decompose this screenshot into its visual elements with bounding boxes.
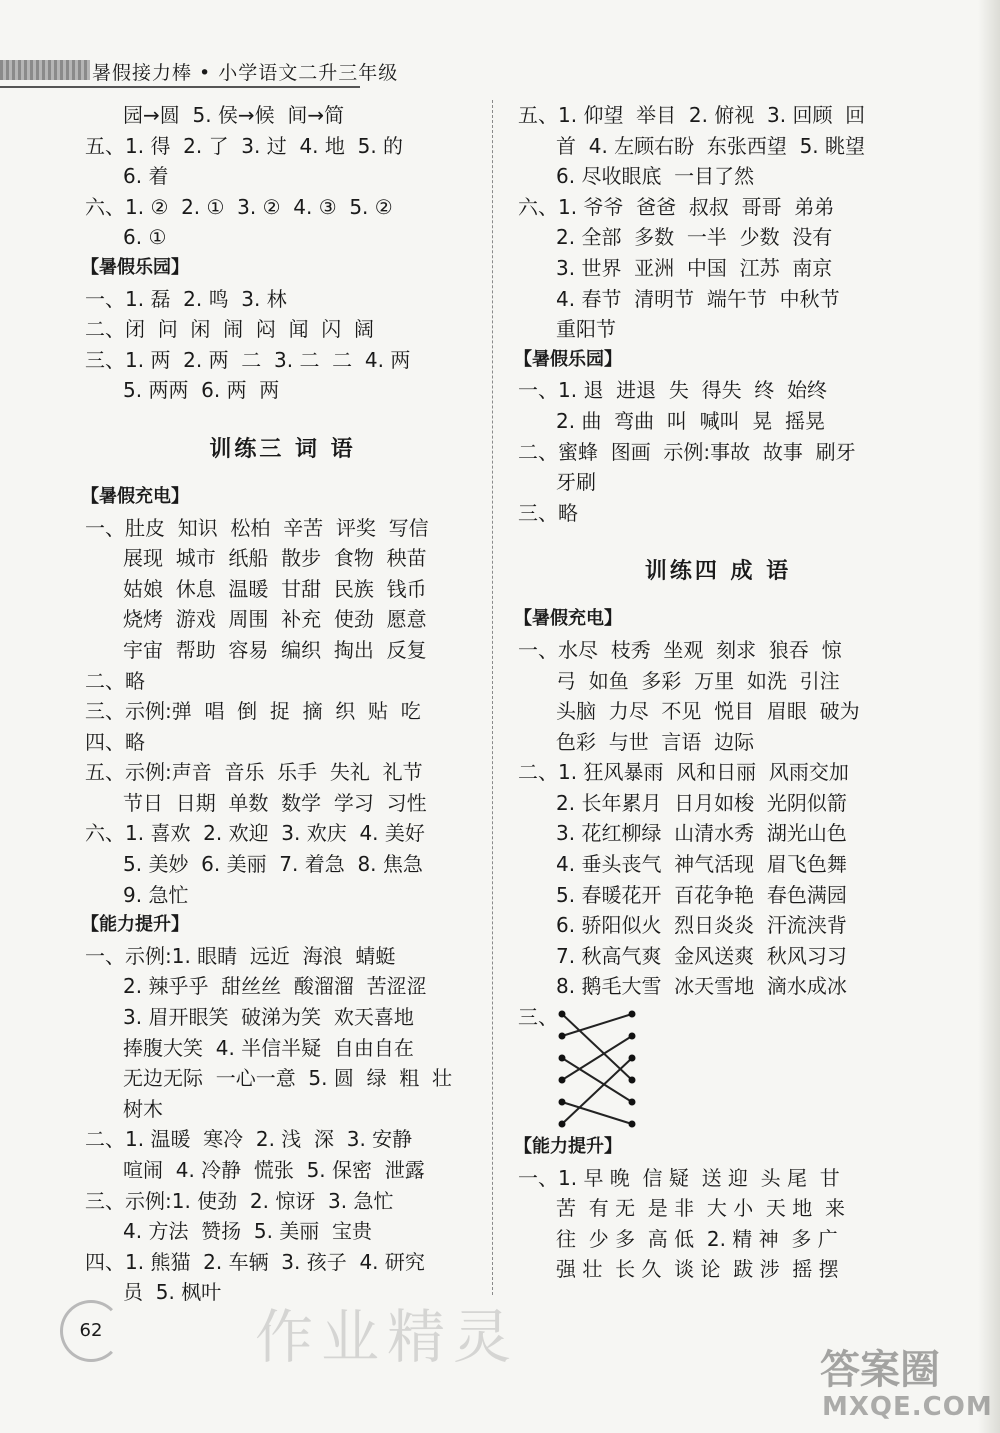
answer-line: 色彩 与世 言语 边际	[556, 729, 755, 754]
answer-line: 四、1. 熊猫 2. 车辆 3. 孩子 4. 研究	[85, 1249, 425, 1274]
match-line	[562, 1014, 632, 1080]
answer-line: 5. 春暖花开 百花争艳 春色满园	[556, 882, 847, 907]
answer-line: 一、水尽 枝秀 坐观 刻求 狼吞 惊	[518, 637, 842, 662]
answer-line: 喧闹 4. 冷静 慌张 5. 保密 泄露	[123, 1158, 425, 1182]
match-dot	[559, 1077, 566, 1084]
answer-line: 4. 方法 赞扬 5. 美丽 宝贵	[123, 1219, 373, 1244]
section-heading: 【暑假充电】	[514, 608, 622, 630]
match-dot	[629, 1055, 636, 1062]
answer-line: 六、1. 喜欢 2. 欢迎 3. 欢庆 4. 美好	[85, 821, 425, 846]
answer-line: 宇宙 帮助 容易 编织 掏出 反复	[123, 637, 427, 662]
answer-line: 牙刷	[556, 470, 596, 495]
answer-line: 三、1. 两 2. 两 二 3. 二 二 4. 两	[85, 347, 411, 372]
match-line	[562, 1036, 632, 1080]
match-dot	[629, 1099, 636, 1106]
matching-diagram	[518, 1002, 918, 1132]
answer-line: 4. 垂头丧气 神气活现 眉飞色舞	[556, 852, 847, 877]
answer-line: 二、闭 问 闲 闹 闷 闻 闪 阔	[85, 317, 375, 342]
answer-line: 六、1. 爷爷 爸爸 叔叔 哥哥 弟弟	[518, 194, 835, 219]
answer-line: 9. 急忙	[123, 882, 189, 907]
watermark-corner-bottom: MXQE.COM	[822, 1392, 993, 1422]
page-header-title: 暑假接力棒 • 小学语文二升三年级	[92, 62, 399, 84]
answer-line: 二、1. 温暖 寒冷 2. 浅 深 3. 安静	[85, 1127, 413, 1152]
answer-line: 一、示例:1. 眼睛 远近 海浪 蜻蜓	[85, 943, 396, 968]
answer-line: 员 5. 枫叶	[123, 1280, 222, 1305]
answer-line: 3. 眉开眼笑 破涕为笑 欢天喜地	[123, 1005, 414, 1030]
answer-line: 烧烤 游戏 周围 补充 使劲 愿意	[123, 607, 427, 632]
answer-line: 首 4. 左顾右盼 东张西望 5. 眺望	[556, 133, 866, 158]
answer-line: 头脑 力尽 不见 悦目 眉眼 破为	[556, 699, 860, 724]
match-dot	[629, 1011, 636, 1018]
match-dot	[559, 1121, 566, 1128]
answer-line: 捧腹大笑 4. 半信半疑 自由自在	[123, 1035, 414, 1060]
answer-line: 一、1. 退 进退 失 得失 终 始终	[518, 378, 828, 403]
match-dot	[629, 1077, 636, 1084]
section-heading: 【暑假充电】	[81, 485, 189, 507]
match-dot	[629, 1033, 636, 1040]
answer-line: 五、示例:声音 音乐 乐手 失礼 礼节	[85, 760, 423, 785]
match-dot	[559, 1033, 566, 1040]
answer-line: 2. 长年累月 日月如梭 光阴似箭	[556, 790, 847, 815]
match-dot	[559, 1099, 566, 1106]
answer-line: 二、1. 狂风暴雨 风和日丽 风雨交加	[518, 760, 849, 785]
answer-line: 强 壮 长 久 谈 论 跋 涉 摇 摆	[556, 1257, 839, 1282]
header-decoration	[0, 60, 90, 80]
answer-line: 五、1. 得 2. 了 3. 过 4. 地 5. 的	[85, 133, 404, 158]
answer-line: 三、略	[518, 500, 578, 525]
answer-line: 8. 鹅毛大雪 冰天雪地 滴水成冰	[556, 974, 847, 999]
answer-line: 树木	[123, 1096, 163, 1121]
answer-line: 6. 骄阳似火 烈日炎炎 汗流浃背	[556, 913, 847, 938]
match-line	[562, 1058, 632, 1102]
answer-line: 2. 曲 弯曲 叫 喊叫 晃 摇晃	[556, 408, 826, 433]
training-title: 训练四 成 语	[644, 559, 792, 585]
answer-line: 3. 花红柳绿 山清水秀 湖光山色	[556, 821, 847, 846]
answer-line: 一、1. 磊 2. 鸣 3. 林	[85, 286, 287, 311]
answer-line: 五、1. 仰望 举目 2. 俯视 3. 回顾 回	[518, 103, 866, 127]
answer-line: 无边无际 一心一意 5. 圆 绿 粗 壮	[123, 1066, 453, 1091]
answer-line: 节日 日期 单数 数学 学习 习性	[123, 790, 427, 815]
section-heading: 【暑假乐园】	[81, 256, 189, 278]
header-rule	[0, 86, 360, 88]
match-dot	[559, 1055, 566, 1062]
answer-line: 四、略	[85, 729, 145, 754]
page-number: 62	[60, 1300, 122, 1362]
answer-line: 弓 如鱼 多彩 万里 如洗 引注	[556, 668, 840, 693]
answer-line: 4. 春节 清明节 端午节 中秋节	[556, 286, 840, 311]
answer-line: 5. 两两 6. 两 两	[123, 378, 280, 403]
section-heading: 【能力提升】	[81, 914, 189, 936]
answer-line: 一、肚皮 知识 松柏 辛苦 评奖 写信	[85, 515, 429, 540]
answer-line: 二、略	[85, 668, 145, 693]
left-column	[81, 100, 480, 1308]
section-heading: 【暑假乐园】	[514, 348, 622, 370]
match-dot	[559, 1011, 566, 1018]
watermark-center: 作业精灵	[255, 1303, 520, 1371]
answer-line: 三、示例:1. 使劲 2. 惊讶 3. 急忙	[85, 1188, 394, 1213]
section-heading: 【能力提升】	[514, 1136, 622, 1158]
right-column	[514, 100, 918, 1285]
answer-line: 苦 有 无 是 非 大 小 天 地 来	[556, 1196, 846, 1221]
answer-line: 6. 着	[123, 164, 169, 189]
answer-line: 姑娘 休息 温暖 甘甜 民族 钱币	[123, 576, 427, 601]
answer-line: 展现 城市 纸船 散步 食物 秧苗	[123, 546, 427, 571]
answer-line: 3. 世界 亚洲 中国 江苏 南京	[556, 255, 833, 280]
answer-line: 2. 全部 多数 一半 少数 没有	[556, 225, 833, 250]
training-title: 训练三 词 语	[209, 436, 356, 462]
answer-line: 往 少 多 高 低 2. 精 神 多 广	[556, 1226, 838, 1251]
answer-line: 六、1. ② 2. ① 3. ② 4. ③ 5. ②	[85, 194, 393, 219]
answer-line: 三、示例:弹 唱 倒 捉 摘 织 贴 吃	[85, 699, 421, 724]
answer-line: 一、1. 早 晚 信 疑 送 迎 头 尾 甘	[518, 1165, 840, 1190]
matching-label: 三、	[518, 1005, 558, 1030]
match-line	[562, 1058, 632, 1124]
match-dot	[629, 1121, 636, 1128]
matching-lines	[554, 1006, 644, 1130]
answer-line: 5. 美妙 6. 美丽 7. 着急 8. 焦急	[123, 852, 423, 877]
answer-line: 6. ①	[123, 225, 167, 250]
answer-line: 7. 秋高气爽 金风送爽 秋风习习	[556, 943, 847, 968]
answer-line: 2. 辣乎乎 甜丝丝 酸溜溜 苦涩涩	[123, 974, 427, 999]
answer-line: 重阳节	[556, 317, 616, 342]
answer-line: 园→圆 5. 侯→候 间→简	[123, 103, 345, 127]
answer-line: 6. 尽收眼底 一目了然	[556, 164, 755, 189]
column-divider	[492, 100, 493, 1295]
page-edge	[978, 0, 1000, 1433]
watermark-corner-top: 答案圈	[820, 1347, 940, 1393]
answer-line: 二、蜜蜂 图画 示例:事故 故事 刷牙	[518, 439, 856, 464]
